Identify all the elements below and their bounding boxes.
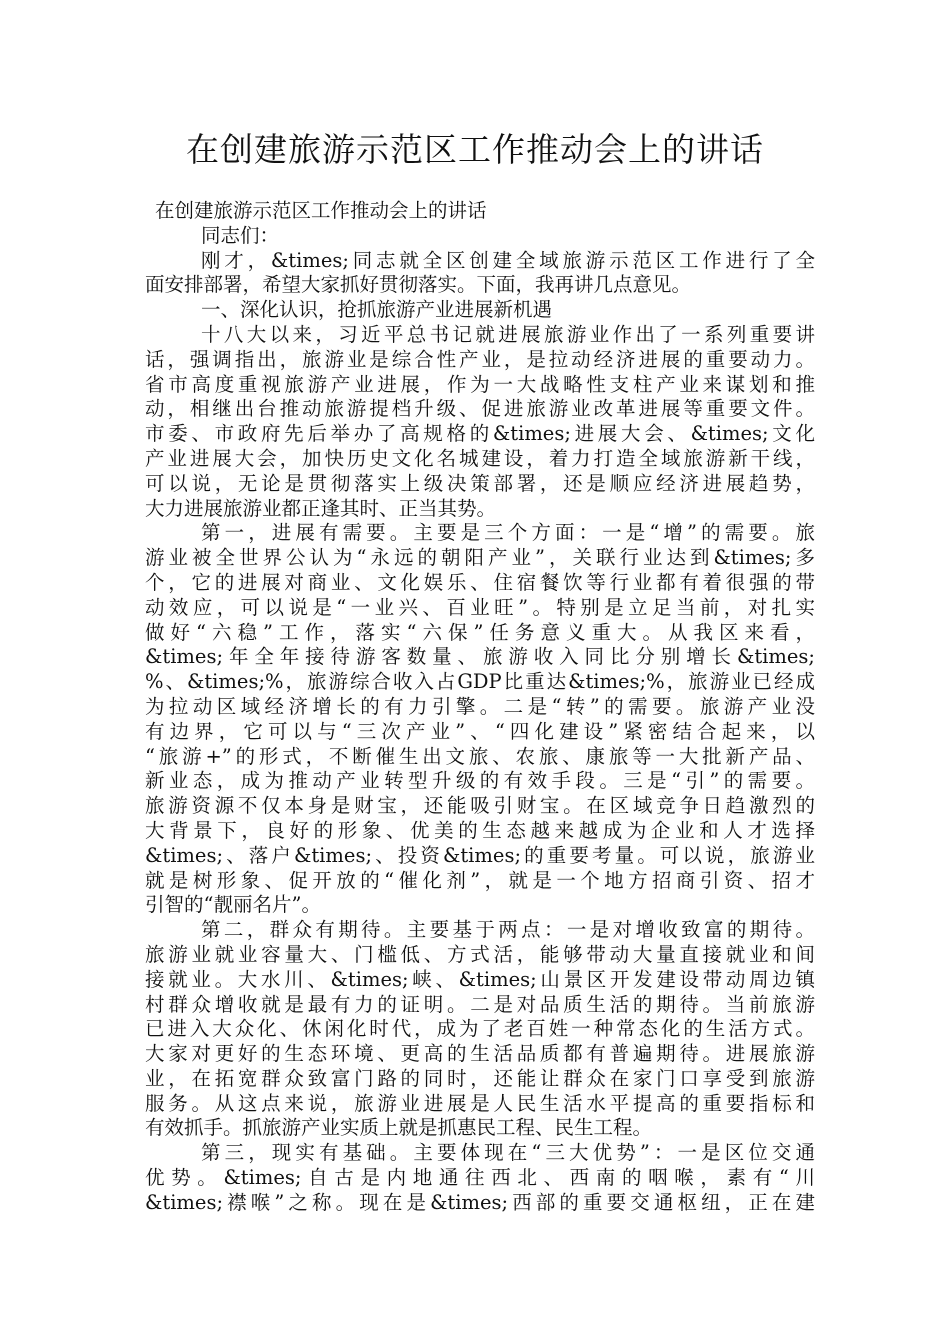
text-line: 业，在拓宽群众致富门路的同时，还能让群众在家门口享受到旅游 <box>145 1066 815 1090</box>
text-line: 为拉动区域经济增长的有力引擎。二是“转”的需要。旅游产业没 <box>145 694 815 718</box>
text-line: 产业进展大会，加快历史文化名城建设，着力打造全域旅游新干线， <box>145 446 815 470</box>
text-line: 动，相继出台推动旅游提档升级、促进旅游业改革进展等重要文件。 <box>145 397 815 421</box>
text-line: 做好“六稳”工作，落实“六保”任务意义重大。从我区来看， <box>145 620 815 644</box>
text-line: 优势。&times;自古是内地通往西北、西南的咽喉，素有“川 <box>145 1166 815 1190</box>
text-line: 已进入大众化、休闲化时代，成为了老百姓一种常态化的生活方式。 <box>145 1017 815 1041</box>
text-line: 刚才，&times;同志就全区创建全域旅游示范区工作进行了全 <box>201 248 815 272</box>
document-title: 在创建旅游示范区工作推动会上的讲话 <box>186 130 764 169</box>
text-line: 面安排部署，希望大家抓好贯彻落实。下面，我再讲几点意见。 <box>145 273 692 297</box>
text-line: 话，强调指出，旅游业是综合性产业，是拉动经济进展的重要动力。 <box>145 347 815 371</box>
text-line: 新业态，成为推动产业转型升级的有效手段。三是“引”的需要。 <box>145 769 815 793</box>
text-line: 第二，群众有期待。主要基于两点：一是对增收致富的期待。 <box>201 918 815 942</box>
text-line: 可以说，无论是贯彻落实上级决策部署，还是顺应经济进展趋势， <box>145 471 815 495</box>
document-body <box>145 199 815 1216</box>
text-line: 第三，现实有基础。主要体现在“三大优势”：一是区位交通 <box>201 1141 815 1165</box>
text-line: 旅游业就业容量大、门槛低、方式活，能够带动大量直接就业和间 <box>145 942 815 966</box>
text-line: 第一，进展有需要。主要是三个方面：一是“增”的需要。旅 <box>201 521 815 545</box>
text-line: 村群众增收就是最有力的证明。二是对品质生活的期待。当前旅游 <box>145 992 815 1016</box>
text-line: 大家对更好的生态环境、更高的生活品质都有普遍期待。进展旅游 <box>145 1042 815 1066</box>
text-line: %、&times;%，旅游综合收入占GDP比重达&times;%，旅游业已经成 <box>145 670 815 694</box>
text-line: 接就业。大水川、&times;峡、&times;山景区开发建设带动周边镇 <box>145 967 815 991</box>
text-line: 大力进展旅游业都正逢其时、正当其势。 <box>145 496 497 520</box>
text-line: 引智的“靓丽名片”。 <box>145 893 321 917</box>
text-line: &times;、落户&times;、投资&times;的重要考量。可以说，旅游业 <box>145 843 815 867</box>
text-line: 个，它的进展对商业、文化娱乐、住宿餐饮等行业都有着很强的带 <box>145 570 815 594</box>
text-line: “旅游+”的形式，不断催生出文旅、农旅、康旅等一大批新产品、 <box>145 744 815 768</box>
text-line: &times;年全年接待游客数量、旅游收入同比分别增长&times; <box>145 645 815 669</box>
text-line: 游业被全世界公认为“永远的朝阳产业”，关联行业达到&times;多 <box>145 546 815 570</box>
text-line: 同志们： <box>201 223 280 247</box>
text-line: 有边界，它可以与“三次产业”、“四化建设”紧密结合起来，以 <box>145 719 815 743</box>
text-line: 就是树形象、促开放的“催化剂”，就是一个地方招商引资、招才 <box>145 868 815 892</box>
text-line: 动效应，可以说是“一业兴、百业旺”。特别是立足当前，对扎实 <box>145 595 815 619</box>
text-line: 服务。从这点来说，旅游业进展是人民生活水平提高的重要指标和 <box>145 1091 815 1115</box>
text-line: 旅游资源不仅本身是财宝，还能吸引财宝。在区域竞争日趋激烈的 <box>145 794 815 818</box>
text-line: &times;襟喉”之称。现在是&times;西部的重要交通枢纽，正在建 <box>145 1190 815 1214</box>
text-line: 十八大以来，习近平总书记就进展旅游业作出了一系列重要讲 <box>201 322 815 346</box>
text-line: 省市高度重视旅游产业进展，作为一大战略性支柱产业来谋划和推 <box>145 372 815 396</box>
text-line: 大背景下，良好的形象、优美的生态越来越成为企业和人才选择 <box>145 818 815 842</box>
text-line: 市委、市政府先后举办了高规格的&times;进展大会、&times;文化 <box>145 422 815 446</box>
text-line: 在创建旅游示范区工作推动会上的讲话 <box>155 199 487 222</box>
text-line: 一、深化认识，抢抓旅游产业进展新机遇 <box>201 298 553 322</box>
text-line: 有效抓手。抓旅游产业实质上就是抓惠民工程、民生工程。 <box>145 1116 653 1140</box>
